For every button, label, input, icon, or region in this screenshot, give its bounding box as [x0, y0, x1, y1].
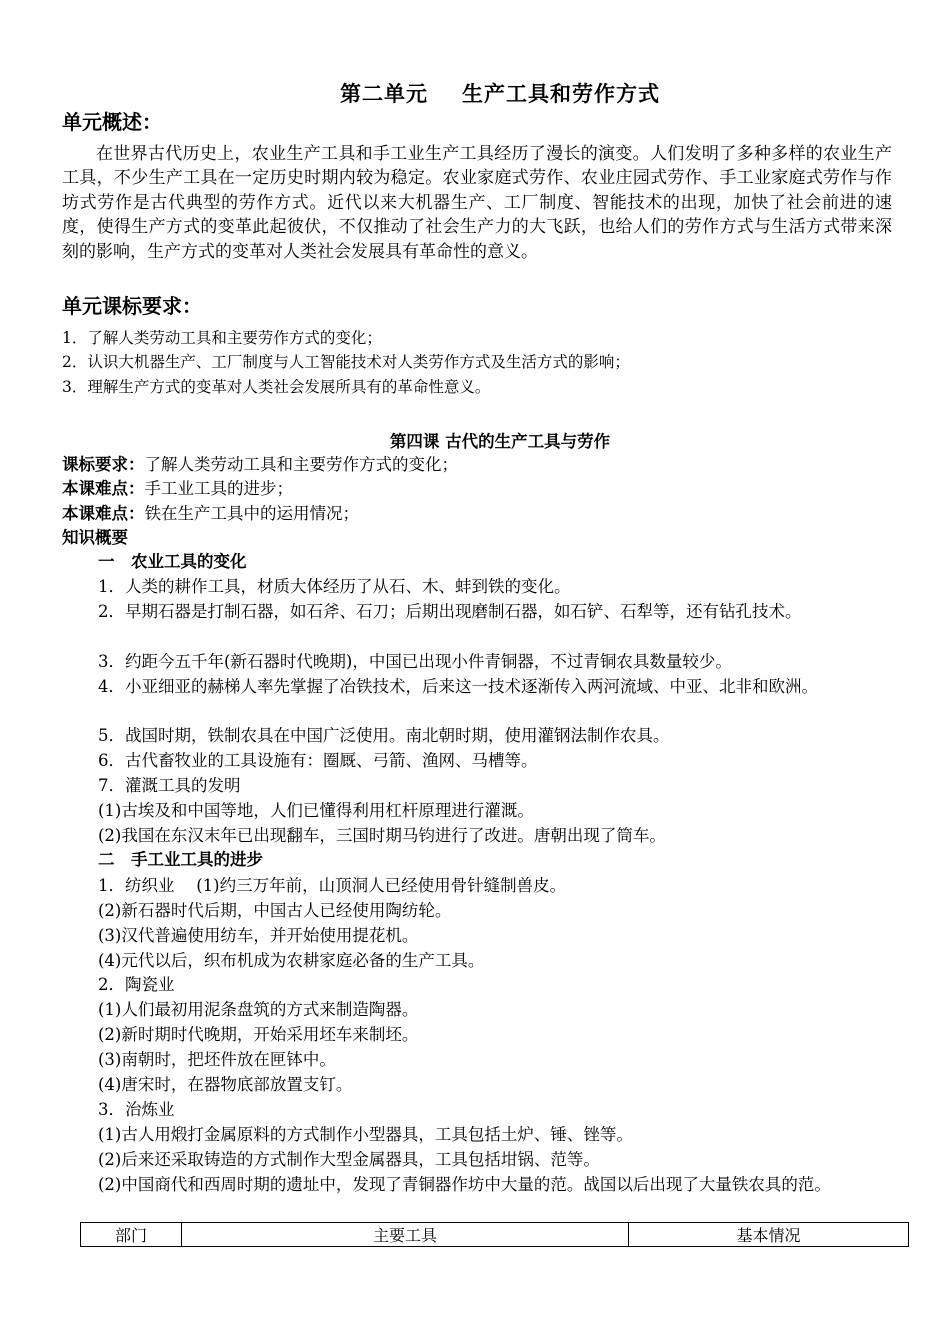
craft-smelting-3: (2)中国商代和西周时期的遗址中，发现了青铜器作坊中大量的范。战国以后出现了大量铁农具的范。: [98, 1175, 831, 1194]
craft-smelting-1: (1)古人用煅打金属原料的方式制作小型器具，工具包括土炉、锤、锉等。: [98, 1125, 633, 1144]
lesson-difficulty-1: [62, 477, 293, 501]
craft-smelting-2: (2)后来还采取铸造的方式制作大型金属器具，工具包括坩锅、范等。: [98, 1150, 600, 1169]
agri-item-2: 2．早期石器是打制石器，如石斧、石刀；后期出现磨制石器，如石铲、石犁等，还有钻孔技术。: [98, 602, 802, 621]
standards-heading: 单元课标要求：: [62, 294, 202, 318]
requirement-value: 了解人类劳动工具和主要劳作方式的变化；: [144, 455, 458, 474]
standards-item: 1．了解人类劳动工具和主要劳作方式的变化；: [62, 329, 382, 347]
difficulty-label: 本课难点：: [62, 479, 145, 498]
craft-pottery-1: (1)人们最初用泥条盘筑的方式来制造陶器。: [98, 1000, 419, 1019]
table-header-row: [81, 1223, 909, 1247]
craft-pottery-2: (2)新时期时代晚期，开始采用坯车来制坯。: [98, 1025, 419, 1044]
craft-pottery-4: (4)唐宋时，在器物底部放置支钉。: [98, 1075, 353, 1094]
agri-item-1: 1．人类的耕作工具，材质大体经历了从石、木、蚌到铁的变化。: [98, 577, 571, 596]
craft-textile-3: (3)汉代普遍使用纺车，并开始使用提花机。: [98, 926, 419, 945]
craft-heading: 二 手工业工具的进步: [98, 850, 263, 869]
standards-item: 2．认识大机器生产、工厂制度与人工智能技术对人类劳作方式及生活方式的影响；: [62, 353, 630, 371]
difficulty-label: 本课难点：: [62, 504, 145, 523]
unit-title-topic: 生产工具和劳作方式: [462, 82, 660, 106]
agri-item-5: 5．战国时期，铁制农具在中国广泛使用。南北朝时期，使用灌钢法制作农具。: [98, 726, 670, 745]
lesson-title: 第四课 古代的生产工具与劳作: [389, 432, 611, 451]
agri-item-3: 3．约距今五千年(新石器时代晚期)，中国已出现小件青铜器，不过青铜农具数量较少。: [98, 652, 732, 671]
difficulty-value: 手工业工具的进步；: [144, 479, 293, 498]
overview-paragraph: 在世界古代历史上，农业生产工具和手工业生产工具经历了漫长的演变。人们发明了多种多样的农业生产工具，不少生产工具在一定历史时期内较为稳定。农业家庭式劳作、农业庄园式劳作、手工业家庭式劳作与作坊式劳作是古代典型的劳作方式。近代以来大机器生产、工厂制度、智能技术的出现，加快了社会前进的速度，使得生产方式的变革此起彼伏，不仅推动了社会生产力的大飞跃，也给人们的劳作方式与生活方式带来深刻的影响，生产方式的变革对人类社会发展具有革命性的意义。: [62, 144, 892, 262]
lesson-difficulty-2: [62, 502, 359, 526]
difficulty-value: 铁在生产工具中的运用情况；: [144, 504, 359, 523]
standards-item: 3．理解生产方式的变革对人类社会发展所具有的革命性意义。: [62, 378, 491, 396]
tools-table: [80, 1222, 909, 1247]
craft-textile-1: 1．纺织业 (1)约三万年前，山顶洞人已经使用骨针缝制兽皮。: [98, 876, 567, 895]
unit-title-number: 第二单元: [340, 82, 428, 106]
craft-pottery-3: (3)南朝时，把坯件放在匣钵中。: [98, 1050, 336, 1069]
knowledge-overview-label: 知识概要: [62, 528, 128, 547]
craft-textile-4: (4)元代以后，织布机成为农耕家庭必备的生产工具。: [98, 951, 485, 970]
requirement-label: 课标要求：: [62, 455, 145, 474]
overview-heading: 单元概述：: [62, 110, 162, 134]
agri-item-4: 4．小亚细亚的赫梯人率先掌握了冶铁技术，后来这一技术逐渐传入两河流域、中亚、北非和欧洲。: [98, 677, 818, 696]
craft-smelting-heading: 3．治炼业: [98, 1100, 175, 1119]
agri-item-7a: (1)古埃及和中国等地，人们已懂得利用杠杆原理进行灌溉。: [98, 801, 534, 820]
table-header-tools: 主要工具: [182, 1223, 629, 1247]
agri-heading: 一 农业工具的变化: [98, 552, 247, 571]
craft-pottery-heading: 2．陶瓷业: [98, 975, 175, 994]
lesson-requirement: [62, 453, 458, 477]
agri-item-7: 7．灌溉工具的发明: [98, 776, 241, 795]
agri-item-6: 6．古代畜牧业的工具设施有：圈厩、弓箭、渔网、马槽等。: [98, 751, 538, 770]
table-header-situation: 基本情况: [629, 1223, 909, 1247]
craft-textile-2: (2)新石器时代后期，中国古人已经使用陶纺轮。: [98, 901, 452, 920]
unit-title: [0, 78, 950, 108]
table-header-department: 部门: [81, 1223, 182, 1247]
agri-item-7b: (2)我国在东汉末年已出现翻车，三国时期马钧进行了改进。唐朝出现了筒车。: [98, 826, 666, 845]
